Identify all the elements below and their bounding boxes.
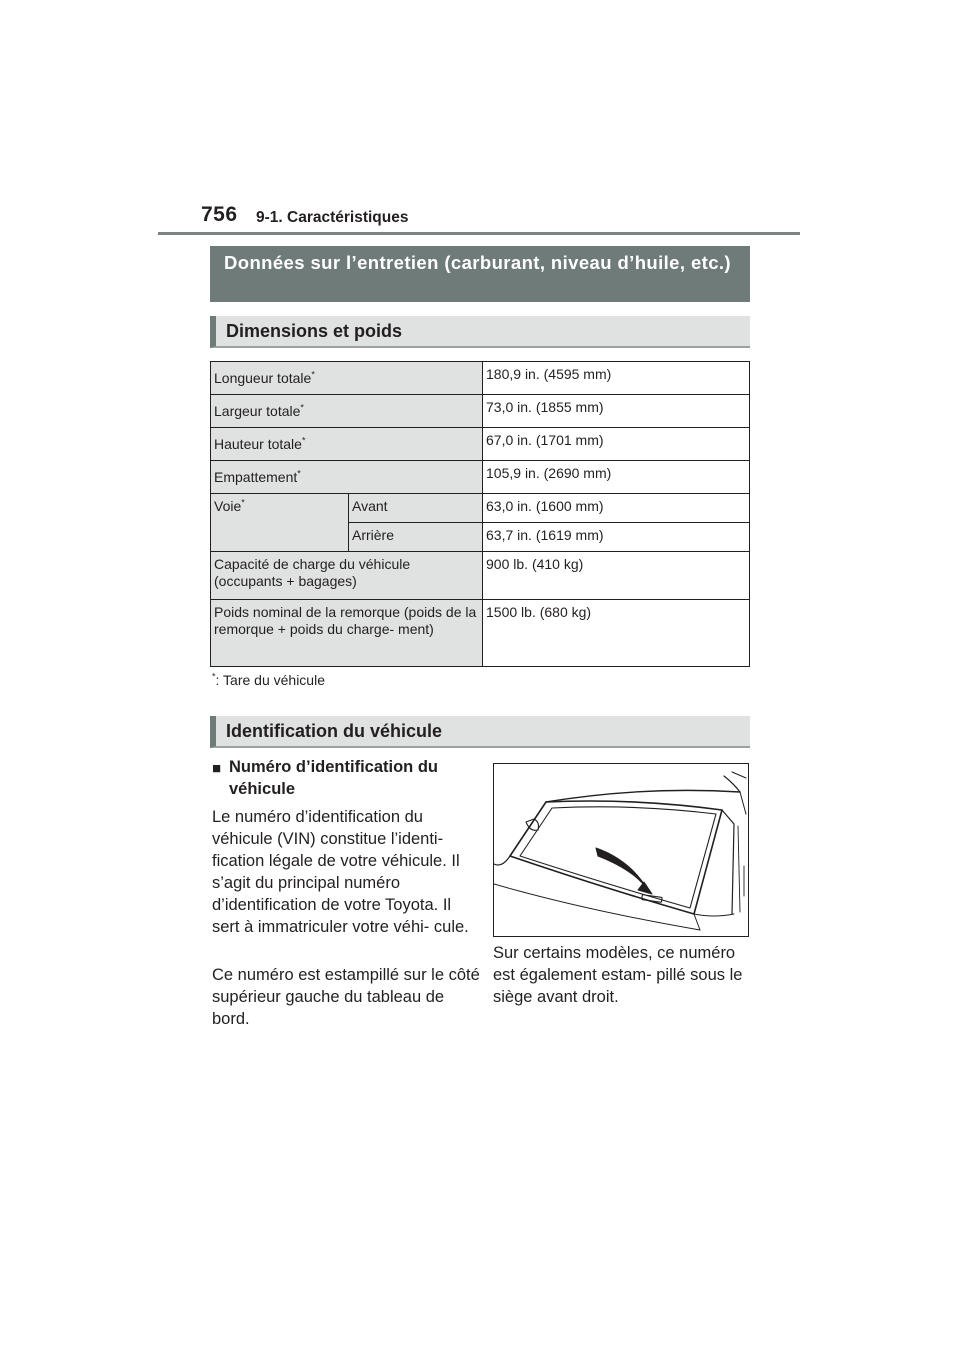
track-label: Voie*	[211, 494, 349, 552]
row-label: Empattement*	[211, 461, 483, 494]
vin-heading-text: Numéro d’identification du véhicule	[229, 758, 438, 798]
bullet-square-icon: ■	[212, 760, 222, 777]
windshield-vin-illustration	[493, 763, 749, 937]
row-label: Longueur totale*	[211, 362, 483, 395]
vin-paragraph-3: Sur certains modèles, ce numéro est également estam- pillé sous le siège avant droit.	[493, 944, 743, 1006]
trailer-value: 1500 lb. (680 kg)	[483, 600, 750, 667]
row-value: 180,9 in. (4595 mm)	[483, 362, 750, 395]
row-label: Hauteur totale*	[211, 428, 483, 461]
row-value: 73,0 in. (1855 mm)	[483, 395, 750, 428]
row-value: 67,0 in. (1701 mm)	[483, 428, 750, 461]
row-value: 105,9 in. (2690 mm)	[483, 461, 750, 494]
track-front-value: 63,0 in. (1600 mm)	[483, 494, 750, 523]
section-title: 9-1. Caractéristiques	[256, 209, 409, 226]
track-rear-value: 63,7 in. (1619 mm)	[483, 523, 750, 552]
vin-paragraph-1: Le numéro d’identification du véhicule (VIN) constitue l’identi- fication légale de votre véhicule. Il s’agit du principal numéro d’identification de votre Toyota. Il sert à immatriculer votre véhi- cule.	[212, 808, 469, 936]
table-row	[211, 395, 750, 428]
track-front-label: Avant	[349, 494, 483, 523]
table-row	[211, 552, 750, 600]
vin-heading	[212, 756, 472, 800]
table-row	[211, 600, 750, 667]
row-label: Largeur totale*	[211, 395, 483, 428]
dimensions-table	[210, 361, 750, 667]
track-rear-label: Arrière	[349, 523, 483, 552]
header-divider	[158, 232, 800, 235]
identification-heading: Identification du véhicule	[210, 716, 750, 748]
table-row	[211, 461, 750, 494]
trailer-label: Poids nominal de la remorque (poids de la remorque + poids du charge- ment)	[211, 600, 483, 667]
vin-paragraph-2: Ce numéro est estampillé sur le côté supérieur gauche du tableau de bord.	[212, 966, 480, 1028]
capacity-label: Capacité de charge du véhicule (occupants + bagages)	[211, 552, 483, 600]
table-row	[211, 428, 750, 461]
table-row	[211, 494, 750, 523]
page-number: 756	[201, 203, 238, 226]
footnote: *: Tare du véhicule	[212, 671, 325, 688]
main-heading: Données sur l’entretien (carburant, niveau d’huile, etc.)	[210, 246, 750, 302]
dimensions-heading: Dimensions et poids	[210, 316, 750, 348]
table-row	[211, 362, 750, 395]
capacity-value: 900 lb. (410 kg)	[483, 552, 750, 600]
